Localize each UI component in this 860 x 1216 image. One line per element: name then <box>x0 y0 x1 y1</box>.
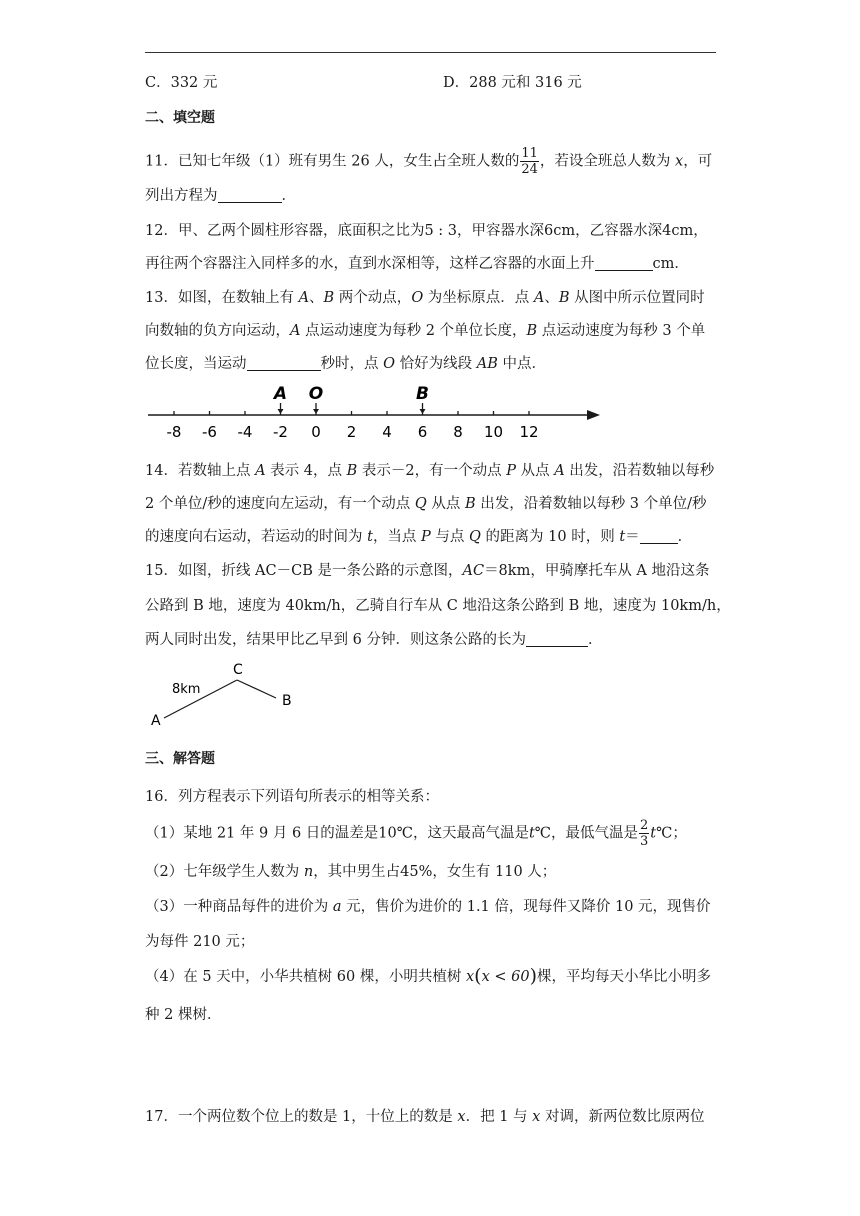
answer-blank[interactable] <box>247 356 321 371</box>
tick-label: 4 <box>382 423 392 441</box>
q13-line2: 向数轴的负方向运动，A 点运动速度为每秒 2 个单位长度，B 点运动速度为每秒 3 个单 <box>145 323 706 339</box>
number-line-arrow <box>587 410 600 420</box>
q16-part3-line1: （3）一种商品每件的进价为 a 元，售价为进价的 1.1 倍，现每件又降价 10 元，现售价 <box>145 899 711 915</box>
section-answer-heading: 三、解答题 <box>145 751 215 767</box>
point-label-a: A <box>273 385 288 404</box>
point-arrowhead <box>313 409 319 414</box>
option-c: C．332 元 <box>145 75 218 91</box>
number-line-figure <box>145 385 605 445</box>
q16-intro: 16．列方程表示下列语句所表示的相等关系： <box>145 789 439 805</box>
q16-part1: （1）某地 21 年 9 月 6 日的温差是10℃，这天最高气温是t℃，最低气温是 $\frac{2}{3}$ t℃； <box>145 818 687 849</box>
point-label-b: B <box>416 385 429 404</box>
tick-label: -8 <box>166 423 182 441</box>
option-d: D．288 元和 316 元 <box>443 75 582 91</box>
label-b: B <box>282 693 292 709</box>
fraction-2-3: $\frac{2}{3}$ <box>640 818 649 849</box>
q13-line3: 位长度，当运动 秒时，点 O 恰好为线段 AB 中点． <box>145 356 546 372</box>
tick-label: 12 <box>519 423 539 441</box>
road-diagram <box>145 658 315 730</box>
answer-blank[interactable] <box>595 256 653 271</box>
tick-label: 6 <box>417 423 428 441</box>
q16-part4-line1: （4）在 5 天中，小华共植树 60 棵，小明共植树 x(x < 60)棵，平均每天小华比小明多 <box>145 965 711 987</box>
tick-label: 10 <box>483 423 504 441</box>
q14-line3: 的速度向右运动，若运动的时间为 t，当点 P 与点 Q 的距离为 10 时，则 t＝ ． <box>145 529 693 545</box>
q16-part3-line2: 为每件 210 元； <box>145 934 255 950</box>
label-length: 8km <box>172 682 201 697</box>
label-c: C <box>233 662 243 678</box>
tick-label: -2 <box>273 423 288 441</box>
q15-line1: 15．如图，折线 AC－CB 是一条公路的示意图，AC＝8km，甲骑摩托车从 A 地沿这条 <box>145 563 710 579</box>
label-a: A <box>151 713 161 729</box>
q14-line2: 2 个单位/秒的速度向左运动，有一个动点 Q 从点 B 出发，沿着数轴以每秒 3 个单位/秒 <box>145 496 707 512</box>
q11-line1: 11．已知七年级（1）班有男生 26 人，女生占全班人数的 $\frac{11}{24}$ ，若设全班总人数为 x，可 <box>145 146 713 177</box>
q15-line2: 公路到 B 地，速度为 40km/h，乙骑自行车从 C 地沿这条公路到 B 地，速度为 10km/h， <box>145 598 731 614</box>
tick-label: 8 <box>453 423 463 441</box>
answer-blank[interactable] <box>640 529 678 544</box>
tick-label: -4 <box>237 423 253 441</box>
point-arrowhead <box>420 409 426 414</box>
q16-part4-line2: 种 2 棵树． <box>145 1007 222 1023</box>
tick-label: -6 <box>202 423 217 441</box>
q16-part2: （2）七年级学生人数为 n，其中男生占45%，女生有 110 人； <box>145 864 557 880</box>
q15-line3: 两人同时出发，结果甲比乙早到 6 分钟．则这条公路的长为 ． <box>145 632 603 648</box>
segment-cb <box>237 680 276 698</box>
point-arrowhead <box>278 409 284 414</box>
q13-line1: 13．如图，在数轴上有 A、B 两个动点，O 为坐标原点．点 A、B 从图中所示位置同时 <box>145 290 705 306</box>
answer-blank[interactable] <box>218 188 282 203</box>
header-rule <box>145 52 716 53</box>
answer-blank[interactable] <box>526 632 588 647</box>
q14-line1: 14．若数轴上点 A 表示 4，点 B 表示－2，有一个动点 P 从点 A 出发，沿若数轴以每秒 <box>145 463 715 479</box>
q12-line2: 再往两个容器注入同样多的水，直到水深相等，这样乙容器的水面上升 cm． <box>145 256 689 272</box>
point-label-o: O <box>308 385 324 404</box>
q12-line1: 12．甲、乙两个圆柱形容器，底面积之比为5 : 3，甲容器水深6cm，乙容器水深4cm， <box>145 223 708 239</box>
q11-line2: 列出方程为 ． <box>145 188 296 204</box>
tick-label: 0 <box>311 423 321 441</box>
section-fill-blank-heading: 二、填空题 <box>145 110 215 126</box>
q17-line1: 17．一个两位数个位上的数是 1，十位上的数是 x．把 1 与 x 对调，新两位数比原两位 <box>145 1109 705 1125</box>
fraction-11-24: $\frac{11}{24}$ <box>521 146 538 177</box>
tick-label: 2 <box>346 423 357 441</box>
